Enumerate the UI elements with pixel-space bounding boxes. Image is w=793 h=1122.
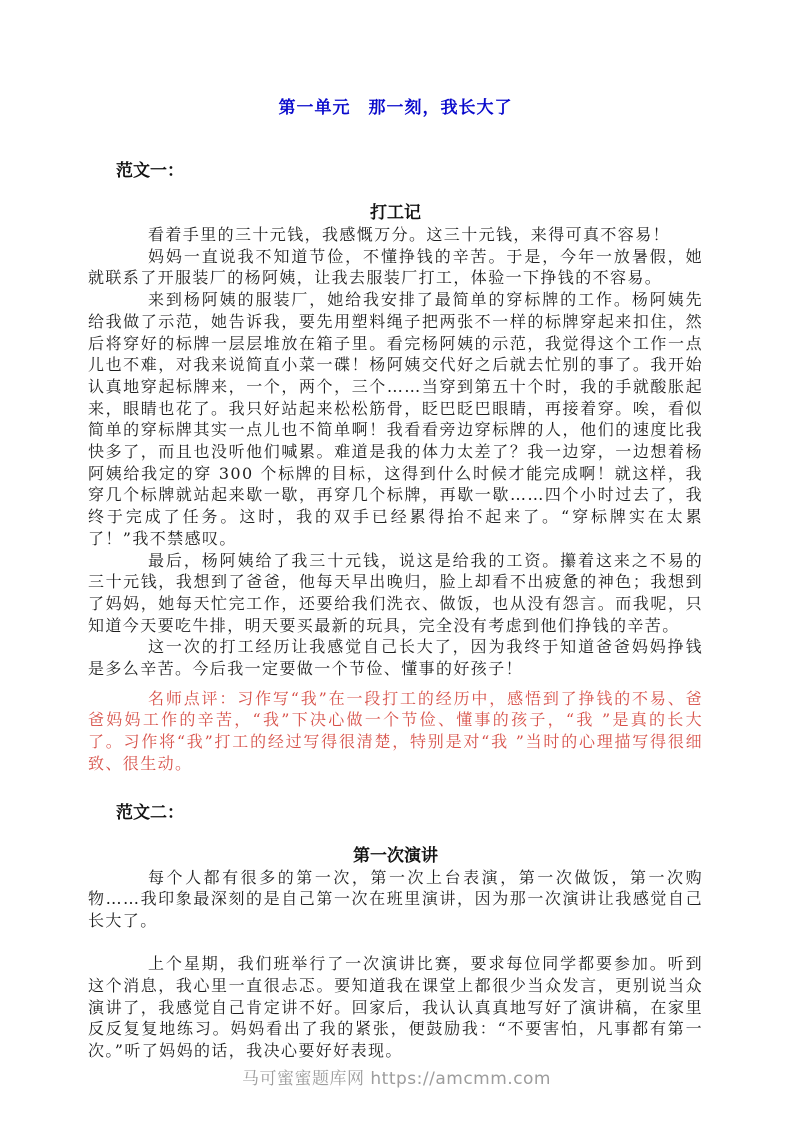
essay2-title: 第一次演讲: [353, 845, 438, 865]
essay1-title: 打工记: [370, 203, 421, 222]
essay1-paragraph-4: 最后，杨阿姨给了我三十元钱，说这是给我的工资。攥着这来之不易的三十元钱，我想到了爸爸，他每天早出晚归，脸上却看不出疲惫的神色；我想到了妈妈，她每天忙完工作，还要给我们洗衣、做饭，也从没有怨言。而我呢，只知道今天要吃牛排，明天要买最新的玩具，完全没有考虑到他们挣钱的辛苦。: [88, 550, 703, 635]
essay1-paragraph-3: 来到杨阿姨的服装厂，她给我安排了最简单的穿标牌的工作。杨阿姨先给我做了示范，她告诉我，要先用塑料绳子把两张不一样的标牌穿起来扣住，然后将穿好的标牌一层层堆放在箱子里。看完杨阿姨的示范，我觉得这个工作一点儿也不难，对我来说简直小菜一碟！杨阿姨交代好之后就去忙别的事了。我开始认真地穿起标牌来，一个，两个，三个……当穿到第五十个时，我的手就酸胀起来，眼睛也花了。我只好站起来松松筋骨，眨巴眨巴眼睛，再接着穿。唉，看似简单的穿标牌其实一点儿也不简单啊！我看看旁边穿标牌的人，他们的速度比我快多了，而且也没听他们喊累。难道是我的体力太差了？我一边穿，一边想着杨阿姨给我定的穿 300 个标牌的目标，这得到什么时候才能完成啊！就这样，我穿几个标牌就站起来歇一歇，再穿几个标牌，再歇一歇……四个小时过去了，我终于完成了任务。这时，我的双手已经累得抬不起来了。“穿标牌实在太累了！”我不禁感叹。: [88, 290, 703, 548]
essay2-paragraph-1: 每个人都有很多的第一次，第一次上台表演，第一次做饭，第一次购物……我印象最深刻的是自己第一次在班里演讲，因为那一次演讲让我感觉自己长大了。: [88, 867, 703, 930]
essay1-section-label: 范文一：: [116, 161, 184, 180]
essay1-paragraph-5: 这一次的打工经历让我感觉自己长大了，因为我终于知道爸爸妈妈挣钱是多么辛苦。今后我一定要做一个节俭、懂事的好孩子！: [88, 637, 703, 679]
essay2-section-label: 范文二：: [116, 802, 184, 822]
essay2-paragraph-2: 上个星期，我们班举行了一次演讲比赛，要求每位同学都要参加。听到这个消息，我心里一直很忐忑。要知道我在课堂上都很少当众发言，更别说当众演讲了，我感觉自己肯定讲不好。回家后，我认认真真地写好了演讲稿，在家里反反复复地练习。妈妈看出了我的紧张，便鼓励我：“不要害怕，凡事都有第一次。”听了妈妈的话，我决心要好好表现。: [88, 954, 703, 1061]
site-watermark: 马可蜜蜜题库网 https://amcmm.com: [242, 1069, 551, 1089]
teacher-comment: 名师点评：习作写“我”在一段打工的经历中，感悟到了挣钱的不易、爸爸妈妈工作的辛苦，“我”下决心做一个节俭、懂事的孩子，“我 ”是真的长大了。习作将“我”打工的经过写得很清楚，特别是对“我 ”当时的心理描写得很细致、很生动。: [88, 688, 703, 773]
essay1-paragraph-1: 看着手里的三十元钱，我感慨万分。这三十元钱，来得可真不容易！: [148, 225, 671, 244]
essay1-paragraph-2: 妈妈一直说我不知道节俭，不懂挣钱的辛苦。于是，今年一放暑假，她就联系了开服装厂的杨阿姨，让我去服装厂打工，体验一下挣钱的不容易。: [88, 246, 703, 288]
unit-title: 第一单元 那一刻，我长大了: [278, 98, 513, 117]
